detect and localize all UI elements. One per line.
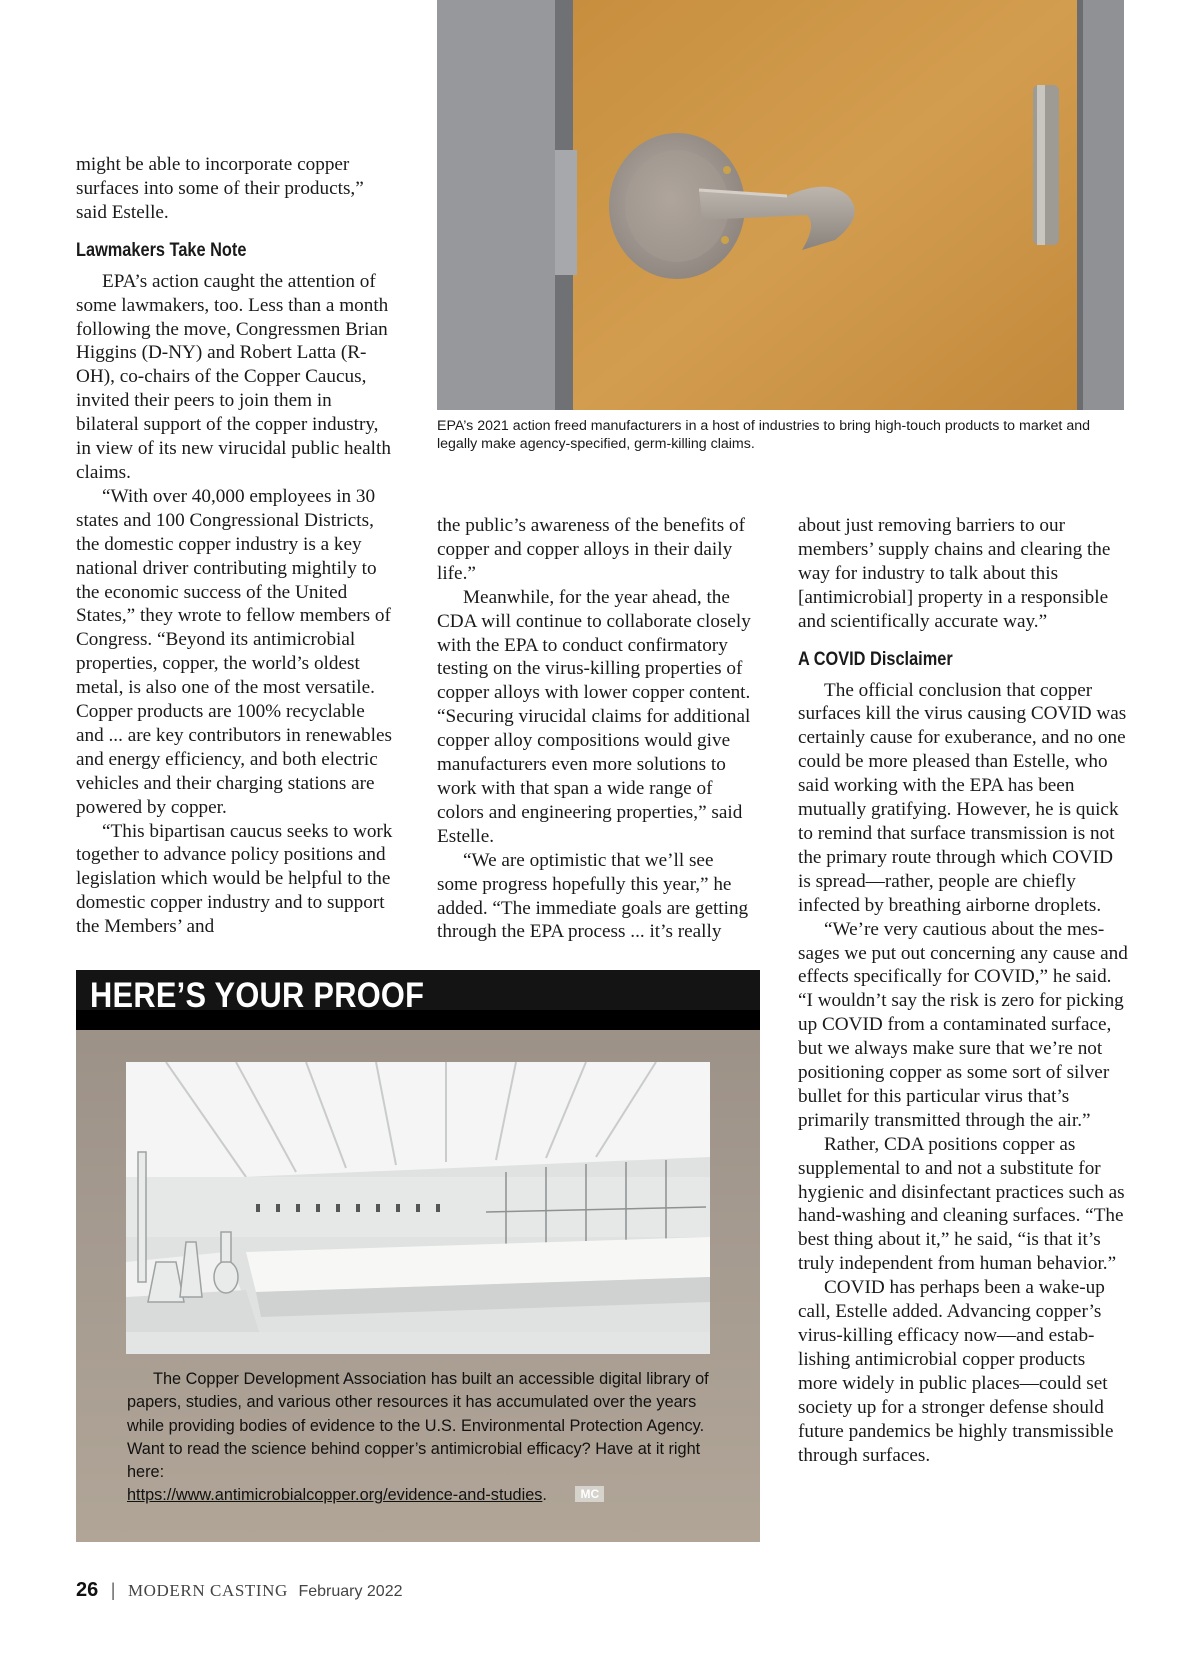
section-heading-covid-disclaimer: A COVID Disclaimer — [798, 648, 953, 670]
magazine-name: MODERN CASTING — [127, 1581, 288, 1600]
mc-end-mark: MC — [575, 1486, 604, 1502]
paragraph: “We are optimistic that we’ll see some progress hopefully this year,” he added. “The immediate goals are getting through the EPA process ... it’s really — [437, 849, 749, 943]
sidebar-body — [127, 1368, 727, 1508]
sidebar-title: HERE’S YOUR PROOF — [90, 976, 425, 1015]
paragraph: “This bipartisan caucus seeks to work together to advance policy positions and legislation which would be helpful to the domestic copper industry and to support the Members’ and — [76, 820, 393, 938]
door-handle-photo — [437, 0, 1124, 410]
link-suffix: . — [542, 1486, 547, 1505]
page-number: 26 — [76, 1579, 99, 1601]
article-column-2 — [437, 514, 757, 944]
paragraph: COVID has perhaps been a wake-up call, Estelle added. Advancing copper’s virus-killing efficacy now—and establishing antimicrobial copper products more widely in public places—could set society up for a stronger defense should future pandemics be highly transmissible through surfaces. — [798, 1277, 1114, 1466]
paragraph: Meanwhile, for the year ahead, the CDA will continue to collaborate closely with the EPA to conduct confirmatory testing on the virus-killing properties of copper alloys with lower copper content. “Securing virucidal claims for additional copper alloy compositions would give manufacturers even more solutions to work with that span a wide range of colors and engineering properties,” said Estelle. — [437, 586, 751, 847]
paragraph: Rather, CDA positions copper as supplemental to and not a substitute for hygienic and disinfectant practices such as hand-washing and cleaning surfaces. “The best thing about it,” he said, “is that it’s truly independent from human behavior.” — [798, 1133, 1125, 1275]
paragraph: EPA’s action caught the attention of some lawmakers, too. Less than a month following the move, Congressmen Brian Higgins (D-NY) and Robert Latta (R-OH), co-chairs of the Copper Caucus, invited their peers to join them in bilateral support of the copper industry, in view of its new virucidal public health claims. — [76, 270, 391, 483]
issue-date: February 2022 — [298, 1583, 403, 1600]
footer-separator: | — [110, 1580, 116, 1600]
paragraph: might be able to incorporate copper surfaces into some of their products,” said Estelle. — [76, 154, 364, 223]
paragraph: about just removing barriers to our members’ supply chains and clearing the way for industry to talk about this [antimicrobial] property in a responsible and scientifically accurate way.” — [798, 515, 1111, 632]
sidebar-body-text: The Copper Development Association has built an accessible digital library of papers, studies, and various other resources it has accumulated over the years while providing bodies of evidence to the U.S. Environmental Protection Agency. Want to read the science behind copper’s antimicrobial efficacy? Have at it right here: — [127, 1370, 709, 1482]
paragraph: “We’re very cautious about the messages we put out concerning any cause and effects specifically for COVID,” he said. “I wouldn’t say the risk is zero for picking up COVID from a contaminated surface, but we always make sure that we’re not positioning copper as some sort of silver bullet for this particular virus that’s primarily transmitted through the air.” — [798, 918, 1128, 1131]
paragraph: “With over 40,000 employees in 30 states and 100 Congressional Districts, the domestic copper industry is a key national driver contributing mightily to the economic success of the United States,” they wrote to fellow members of Congress. “Beyond its antimicrobial properties, copper, the world’s oldest metal, is also one of the most versatile. Copper products are 100% recyclable and ... are key contributors in renewables and energy efficiency, and both electric vehicles and their charging stations are powered by copper. — [76, 485, 392, 818]
photo-caption: EPA’s 2021 action freed manufacturers in a host of industries to bring high-touch products to market and legally make agency-specified, germ-killing claims. — [437, 418, 1090, 452]
section-heading-lawmakers: Lawmakers Take Note — [76, 239, 247, 261]
article-column-3 — [798, 514, 1128, 1467]
article-column-1 — [76, 153, 396, 939]
evidence-studies-link[interactable]: https://www.antimicrobialcopper.org/evidence-and-studies — [127, 1486, 543, 1505]
laboratory-photo — [126, 1062, 710, 1354]
page-footer — [76, 1579, 403, 1603]
proof-sidebar — [76, 970, 760, 1542]
paragraph: the public’s awareness of the benefits of copper and copper alloys in their daily life.” — [437, 515, 745, 584]
paragraph: The official conclusion that copper surfaces kill the virus causing COVID was certainly cause for exuberance, and no one could be more pleased than Estelle, who said working with the EPA has been mutually gratifying. However, he is quick to remind that surface transmission is not the primary route through which COVID is spread—rather, people are chiefly infected by breathing airborne droplets. — [798, 679, 1127, 916]
